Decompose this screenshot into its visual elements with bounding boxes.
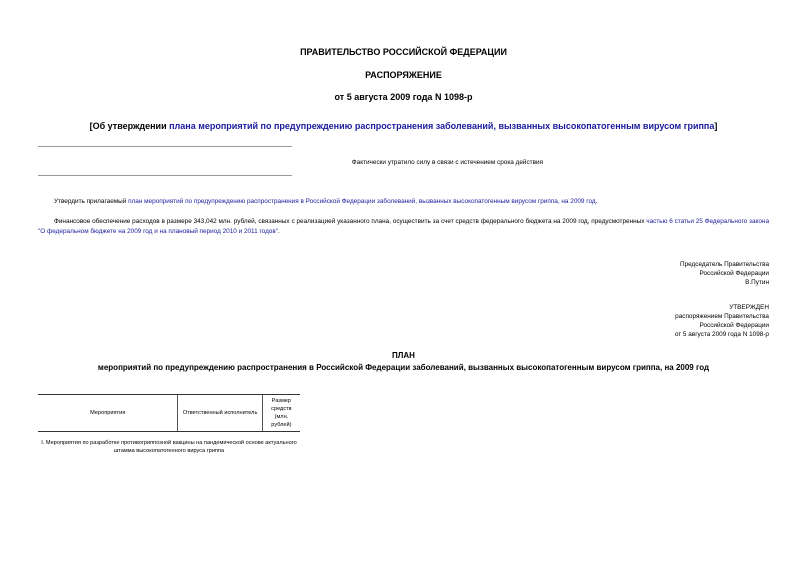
subject-plan-link[interactable]: плана мероприятий по предупреждению распространения заболеваний, вызванных высокопатогенным вирусом гриппа <box>169 121 715 131</box>
table-header-row <box>38 395 300 432</box>
plan-subtitle: мероприятий по предупреждению распространения в Российской Федерации заболеваний, вызванных высокопатогенным вирусом гриппа, на 2009 год <box>97 363 710 372</box>
approval-country: Российской Федерации <box>699 322 769 329</box>
signature-country: Российской Федерации <box>699 270 769 277</box>
divider-bottom <box>38 175 292 176</box>
status-note: Фактически утратило силу в связи с истечением срока действия <box>351 159 543 166</box>
p2-prefix: Финансовое обеспечение расходов в размере 343,042 млн. рублей, связанных с реализацией указанного плана, осуществить за счет средств федерального бюджета на 2009 год, предусмотренных <box>54 218 647 225</box>
p2-law-link[interactable]: частью 6 статьи 25 Федерального закона "О федеральном бюджете на 2009 год и на плановый период 2010 и 2011 годов" <box>38 218 769 235</box>
subject-close: ] <box>714 121 718 131</box>
document-date-number: от 5 августа 2009 года N 1098-р <box>334 92 473 102</box>
subject-open: [Об утверждении <box>89 121 170 131</box>
approval-label: УТВЕРЖДЕН <box>729 304 769 311</box>
document-type: РАСПОРЯЖЕНИЕ <box>365 70 442 80</box>
paragraph-approve <box>38 197 769 207</box>
paragraph-financing <box>38 217 769 237</box>
plan-title: ПЛАН <box>392 351 415 360</box>
signature-title: Председатель Правительства <box>680 261 769 268</box>
approval-date: от 5 августа 2009 года N 1098-р <box>674 331 769 338</box>
approval-block <box>560 303 769 339</box>
col-executor: Ответственный исполнитель <box>178 395 262 432</box>
signature-name: В.Путин <box>745 279 769 286</box>
approval-by: распоряжением Правительства <box>675 313 769 320</box>
p1-suffix: . <box>595 198 598 205</box>
p2-suffix: . <box>278 228 280 235</box>
section-1-heading: I. Мероприятия по разработке противогриппозной вакцины на пандемической основе актуального штамма высокопатогенного вируса гриппа <box>41 440 297 454</box>
signature-block <box>560 260 769 287</box>
col-amount: Размер средств (млн. рублей) <box>262 395 300 432</box>
p1-prefix: Утвердить прилагаемый <box>54 198 129 205</box>
document-subject <box>0 121 807 131</box>
divider-top <box>38 146 292 147</box>
p1-plan-link[interactable]: план мероприятий по предупреждению распространения в Российской Федерации заболеваний, вызванных высокопатогенным вирусом гриппа, на 2009 год <box>128 198 596 205</box>
col-measures: Мероприятия <box>38 395 178 432</box>
government-title: ПРАВИТЕЛЬСТВО РОССИЙСКОЙ ФЕДЕРАЦИИ <box>300 47 507 57</box>
plan-table <box>38 394 300 432</box>
